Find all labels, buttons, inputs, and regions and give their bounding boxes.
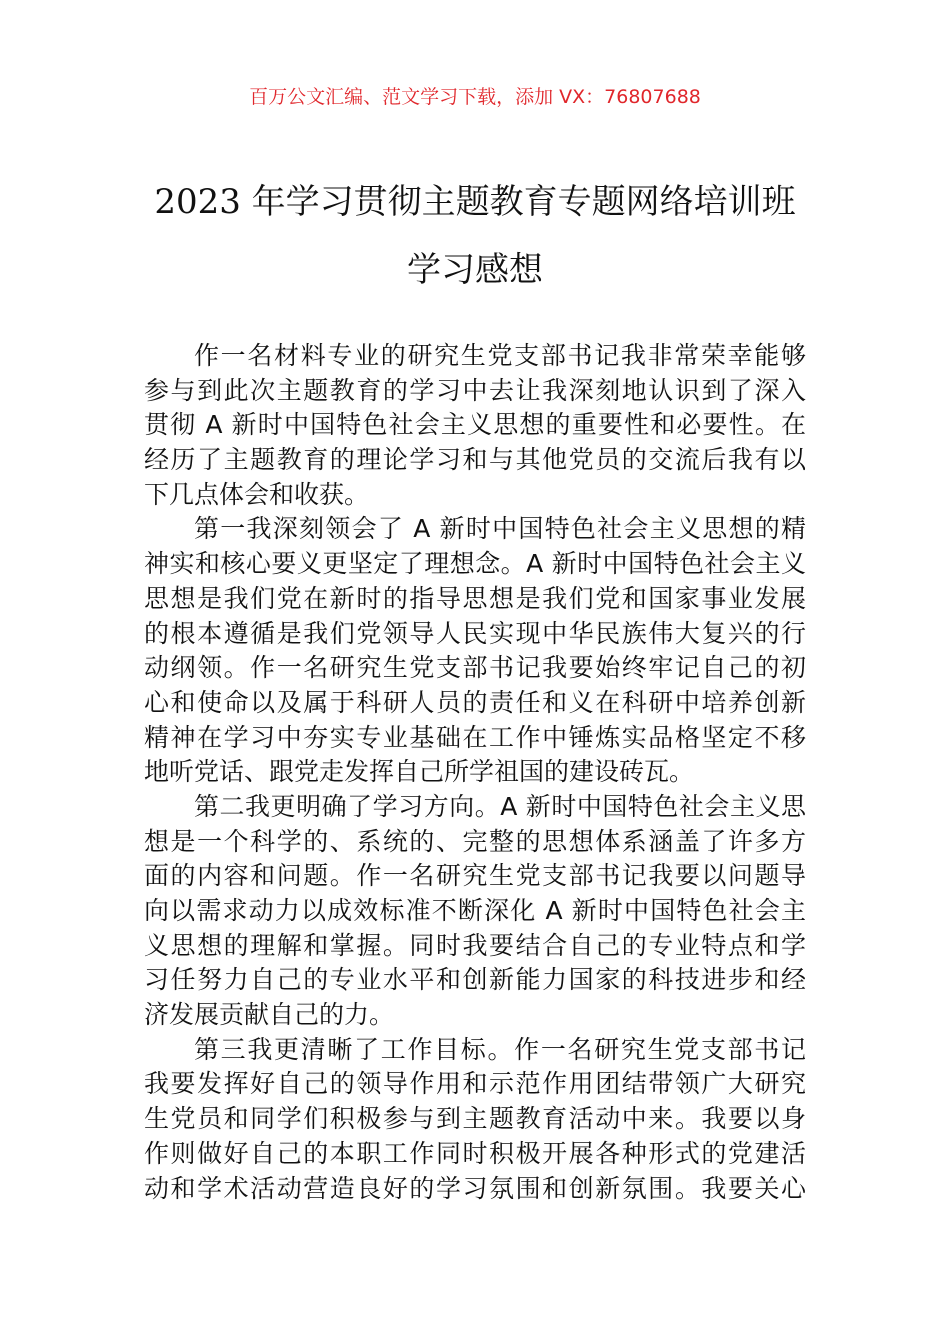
paragraph-line: 的根本遵循是我们党领导人民实现中华民族伟大复兴的行 (144, 618, 806, 648)
paragraph-line: 下几点体会和收获。 (144, 479, 370, 509)
document-body (144, 339, 806, 1206)
paragraph-line: 精神在学习中夯实专业基础在工作中锤炼实品格坚定不移 (144, 722, 806, 752)
paragraph-line: 经历了主题教育的理论学习和与其他党员的交流后我有以 (144, 445, 806, 475)
paragraph-line: 动纲领。作一名研究生党支部书记我要始终牢记自己的初 (144, 653, 806, 683)
paragraph-line: 向以需求动力以成效标准不断深化 A 新时中国特色社会主 (144, 896, 806, 925)
paragraph-line: 贯彻 A 新时中国特色社会主义思想的重要性和必要性。在 (144, 410, 806, 440)
paragraph-line: 我要发挥好自己的领导作用和示范作用团结带领广大研究 (144, 1069, 806, 1099)
paragraph-line: 作则做好自己的本职工作同时积极开展各种形式的党建活 (144, 1138, 806, 1168)
paragraph-line: 第二我更明确了学习方向。A 新时中国特色社会主义思 (194, 791, 806, 821)
paragraph-line: 心和使命以及属于科研人员的责任和义在科研中培养创新 (144, 687, 806, 717)
paragraph-line: 思想是我们党在新时的指导思想是我们党和国家事业发展 (144, 583, 806, 613)
paragraph-line: 参与到此次主题教育的学习中去让我深刻地认识到了深入 (144, 375, 806, 405)
paragraph-line: 地听党话、跟党走发挥自己所学祖国的建设砖瓦。 (144, 757, 695, 787)
paragraph-line: 作一名材料专业的研究生党支部书记我非常荣幸能够 (194, 341, 806, 370)
paragraph-line: 动和学术活动营造良好的学习氛围和创新氛围。我要关心 (144, 1173, 806, 1203)
paragraph (144, 339, 806, 512)
paragraph-line: 第三我更清晰了工作目标。作一名研究生党支部书记 (194, 1034, 806, 1064)
paragraph (144, 1033, 806, 1206)
paragraph-line: 济发展贡献自己的力。 (144, 1000, 395, 1030)
paragraph-line: 习任努力自己的专业水平和创新能力国家的科技进步和经 (144, 965, 806, 995)
document-title-line2: 学习感想 (407, 250, 543, 290)
paragraph (144, 790, 806, 1033)
paragraph-line: 义思想的理解和掌握。同时我要结合自己的专业特点和学 (144, 930, 806, 960)
paragraph-line: 第一我深刻领会了 A 新时中国特色社会主义思想的精 (194, 514, 806, 544)
paragraph-line: 生党员和同学们积极参与到主题教育活动中来。我要以身 (144, 1104, 806, 1134)
paragraph-line: 神实和核心要义更坚定了理想念。A 新时中国特色社会主义 (144, 549, 806, 579)
paragraph (144, 512, 806, 790)
document-title: 2023 年学习贯彻主题教育专题网络培训班 (154, 182, 796, 222)
paragraph-line: 面的内容和问题。作一名研究生党支部书记我要以问题导 (144, 861, 806, 891)
watermark-header: 百万公文汇编、范文学习下载，添加 VX：76807688 (249, 86, 701, 108)
paragraph-line: 想是一个科学的、系统的、完整的思想体系涵盖了许多方 (144, 826, 806, 856)
